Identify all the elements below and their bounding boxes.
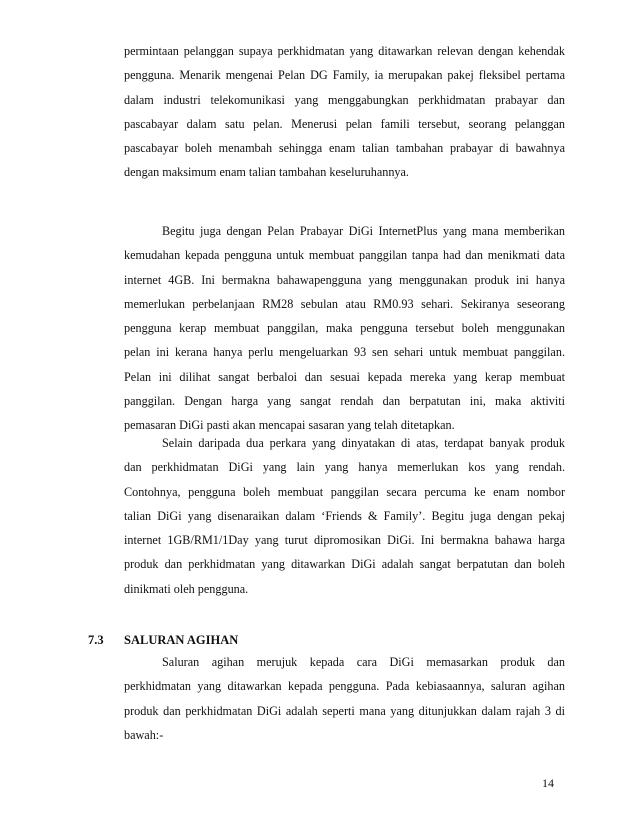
page-number: 14	[542, 776, 554, 790]
text-line: dengan maksimum enam talian tambahan keseluruhannya.	[124, 165, 409, 180]
paragraph-3	[124, 431, 565, 601]
section-number: 7.3	[88, 633, 104, 647]
text-line: pemasaran DiGi pasti akan mencapai sasaran yang telah ditetapkan.	[124, 418, 455, 433]
text-line: dan perkhidmatan DiGi yang lain yang hanya memerlukan kos yang rendah.	[124, 460, 565, 475]
text-line: internet 4GB. Ini bermakna bahawapengguna yang menggunakan produk ini hanya	[124, 272, 565, 287]
section-title: SALURAN AGIHAN	[124, 633, 239, 647]
text-line: pascabayar dalam satu pelan. Menerusi pelan famili tersebut, seorang pelanggan	[124, 116, 565, 131]
text-line: dinikmati oleh pengguna.	[124, 581, 249, 596]
text-line: produk dan perkhidmatan yang ditawarkan DiGi adalah sangat berpatutan dan boleh	[124, 557, 565, 572]
text-line: pascabayar boleh menambah sehingga enam talian tambahan prabayar di bawahnya	[124, 141, 565, 156]
text-line: Pelan ini dilihat sangat berbaloi dan sesuai kepada mereka yang kerap membuat	[124, 369, 565, 384]
paragraph-1	[124, 39, 565, 185]
text-line: memerlukan perbelanjaan RM28 sebulan atau RM0.93 sehari. Sekiranya seseorang	[124, 296, 565, 311]
text-line: produk dan perkhidmatan DiGi adalah seperti mana yang ditunjukkan dalam rajah 3 di	[124, 703, 565, 718]
text-line: kemudahan kepada pengguna untuk membuat panggilan tanpa had dan menikmati data	[124, 248, 565, 263]
text-line: pelan ini kerana hanya perlu mengeluarkan 93 sen sehari untuk membuat panggilan.	[124, 345, 565, 360]
text-line: internet 1GB/RM1/1Day yang turut dipromosikan DiGi. Ini bermakna bahawa harga	[124, 533, 565, 548]
text-line: Contohnya, pengguna boleh membuat panggilan secara percuma ke enam nombor	[124, 484, 565, 499]
paragraph-2	[124, 219, 565, 438]
text-line: dalam industri telekomunikasi yang menggabungkan perkhidmatan prabayar dan	[124, 92, 565, 107]
text-line: perkhidmatan yang ditawarkan kepada pengguna. Pada kebiasaannya, saluran agihan	[124, 679, 565, 694]
paragraph-4	[124, 650, 565, 747]
text-line: bawah:-	[124, 727, 164, 742]
text-line: Saluran agihan merujuk kepada cara DiGi memasarkan produk dan	[162, 655, 565, 669]
text-line: pengguna kerap membuat panggilan, maka pengguna tersebut boleh menggunakan	[124, 321, 565, 336]
text-line: permintaan pelanggan supaya perkhidmatan yang ditawarkan relevan dengan kehendak	[124, 44, 565, 58]
text-line: Selain daripada dua perkara yang dinyatakan di atas, terdapat banyak produk	[162, 436, 565, 450]
text-line: pengguna. Menarik mengenai Pelan DG Family, ia merupakan pakej fleksibel pertama	[124, 68, 565, 83]
text-line: Begitu juga dengan Pelan Prabayar DiGi InternetPlus yang mana memberikan	[162, 224, 565, 238]
text-line: panggilan. Dengan harga yang sangat rendah dan berpatutan ini, maka aktiviti	[124, 394, 565, 409]
text-line: talian DiGi yang disenaraikan dalam ‘Friends & Family’. Begitu juga dengan pekaj	[124, 508, 565, 523]
